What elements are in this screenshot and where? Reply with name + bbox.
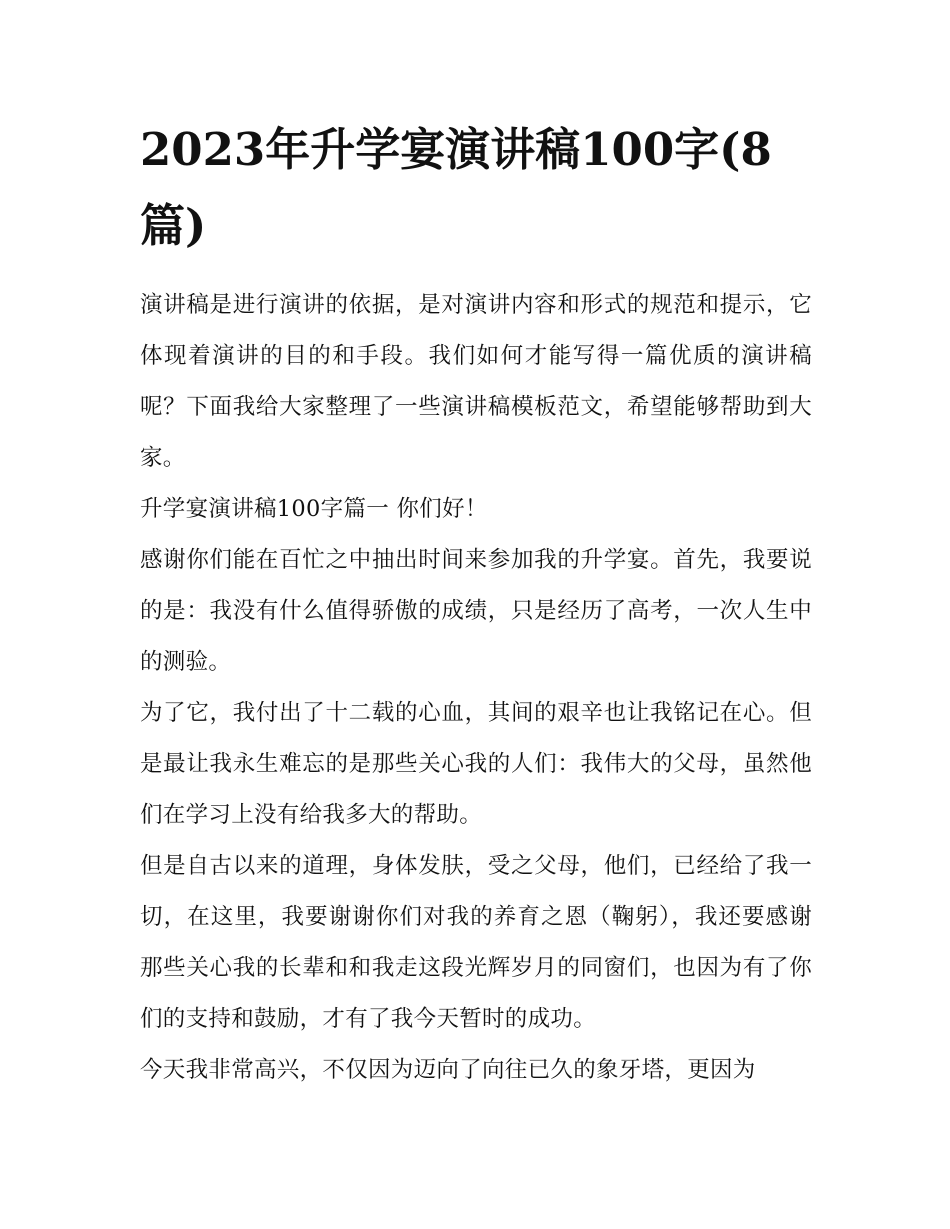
section-heading-paragraph: 升学宴演讲稿100字篇一 你们好！ <box>140 496 488 522</box>
document-page <box>140 112 812 1096</box>
body-paragraph: 今天我非常高兴，不仅因为迈向了向往已久的象牙塔，更因为 <box>140 1057 756 1083</box>
body-paragraph: 为了它，我付出了十二载的心血，其间的艰辛也让我铭记在心。但是最让我永生难忘的是那些关心我的人们：我伟大的父母，虽然他们在学习上没有给我多大的帮助。 <box>140 700 812 828</box>
body-paragraph: 但是自古以来的道理，身体发肤，受之父母，他们，已经给了我一切，在这里，我要谢谢你们对我的养育之恩（鞠躬），我还要感谢那些关心我的长辈和和我走这段光辉岁月的同窗们，也因为有了你们的支持和鼓励，才有了我今天暂时的成功。 <box>140 853 812 1032</box>
body-paragraph: 感谢你们能在百忙之中抽出时间来参加我的升学宴。首先，我要说的是：我没有什么值得骄傲的成绩，只是经历了高考，一次人生中的测验。 <box>140 547 812 675</box>
document-title: 2023年升学宴演讲稿100字(8篇) <box>140 123 772 252</box>
intro-paragraph: 演讲稿是进行演讲的依据，是对演讲内容和形式的规范和提示，它体现着演讲的目的和手段。我们如何才能写得一篇优质的演讲稿呢？下面我给大家整理了一些演讲稿模板范文，希望能够帮助到大家。 <box>140 292 812 471</box>
